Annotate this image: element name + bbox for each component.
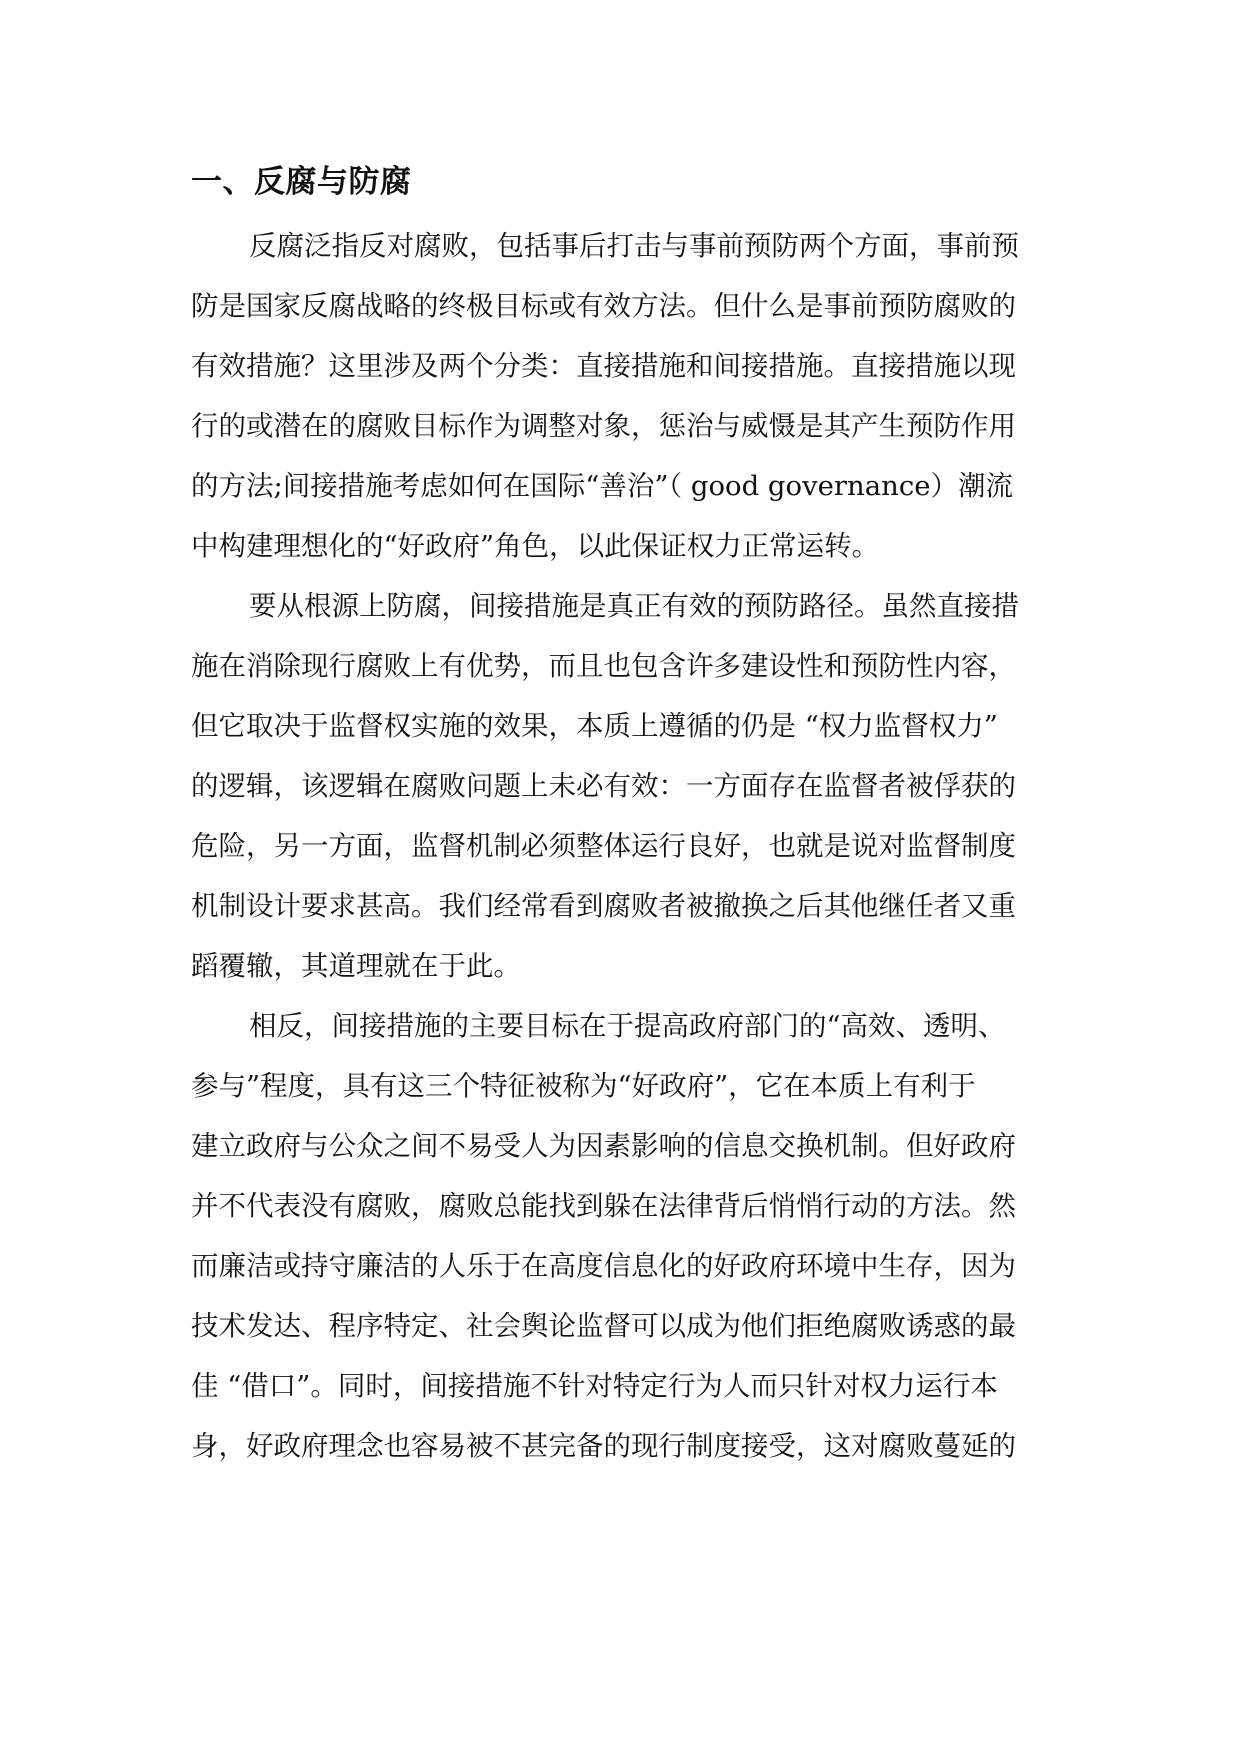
paragraph-line: 施在消除现行腐败上有优势，而且也包含许多建设性和预防性内容， — [191, 650, 1016, 682]
paragraph-line: 身，好政府理念也容易被不甚完备的现行制度接受，这对腐败蔓延的 — [191, 1430, 1016, 1462]
paragraph-line: 中构建理想化的“好政府”角色，以此保证权力正常运转。 — [191, 530, 880, 562]
paragraph-line: 有效措施？这里涉及两个分类：直接措施和间接措施。直接措施以现 — [191, 350, 1016, 382]
paragraph-line: 的逻辑，该逻辑在腐败问题上未必有效：一方面存在监督者被俘获的 — [191, 770, 1016, 802]
section-heading: 一、反腐与防腐 — [191, 164, 412, 200]
paragraph-line: 防是国家反腐战略的终极目标或有效方法。但什么是事前预防腐败的 — [191, 290, 1016, 322]
paragraph-line: 佳 “借口”。同时，间接措施不针对特定行为人而只针对权力运行本 — [191, 1370, 998, 1402]
paragraph-line: 蹈覆辙，其道理就在于此。 — [191, 950, 521, 982]
paragraph-line: 建立政府与公众之间不易受人为因素影响的信息交换机制。但好政府 — [191, 1130, 1016, 1162]
paragraph-line: 而廉洁或持守廉洁的人乐于在高度信息化的好政府环境中生存，因为 — [191, 1250, 1016, 1282]
document-body — [191, 160, 1051, 1476]
paragraph-line: 行的或潜在的腐败目标作为调整对象，惩治与威慑是其产生预防作用 — [191, 410, 1016, 442]
paragraph-line: 危险，另一方面，监督机制必须整体运行良好，也就是说对监督制度 — [191, 830, 1016, 862]
paragraph-line: 并不代表没有腐败，腐败总能找到躲在法律背后悄悄行动的方法。然 — [191, 1190, 1016, 1222]
paragraph-2 — [191, 576, 1051, 996]
paragraph-line: 要从根源上防腐，间接措施是真正有效的预防路径。虽然直接措 — [249, 590, 1019, 622]
paragraph-1 — [191, 216, 1051, 576]
paragraph-line: 相反，间接措施的主要目标在于提高政府部门的“高效、透明、 — [249, 1010, 1006, 1042]
paragraph-line: 技术发达、程序特定、社会舆论监督可以成为他们拒绝腐败诱惑的最 — [191, 1310, 1016, 1342]
paragraph-line: 反腐泛指反对腐败，包括事后打击与事前预防两个方面，事前预 — [249, 230, 1019, 262]
paragraph-line: 的方法;间接措施考虑如何在国际“善治”（ good governance）潮流 — [191, 470, 1014, 502]
paragraph-line: 参与”程度，具有这三个特征被称为“好政府”，它在本质上有利于 — [191, 1070, 976, 1102]
paragraph-line: 但它取决于监督权实施的效果，本质上遵循的仍是 “权力监督权力” — [191, 710, 998, 742]
paragraph-line: 机制设计要求甚高。我们经常看到腐败者被撤换之后其他继任者又重 — [191, 890, 1016, 922]
paragraph-3 — [191, 996, 1051, 1476]
